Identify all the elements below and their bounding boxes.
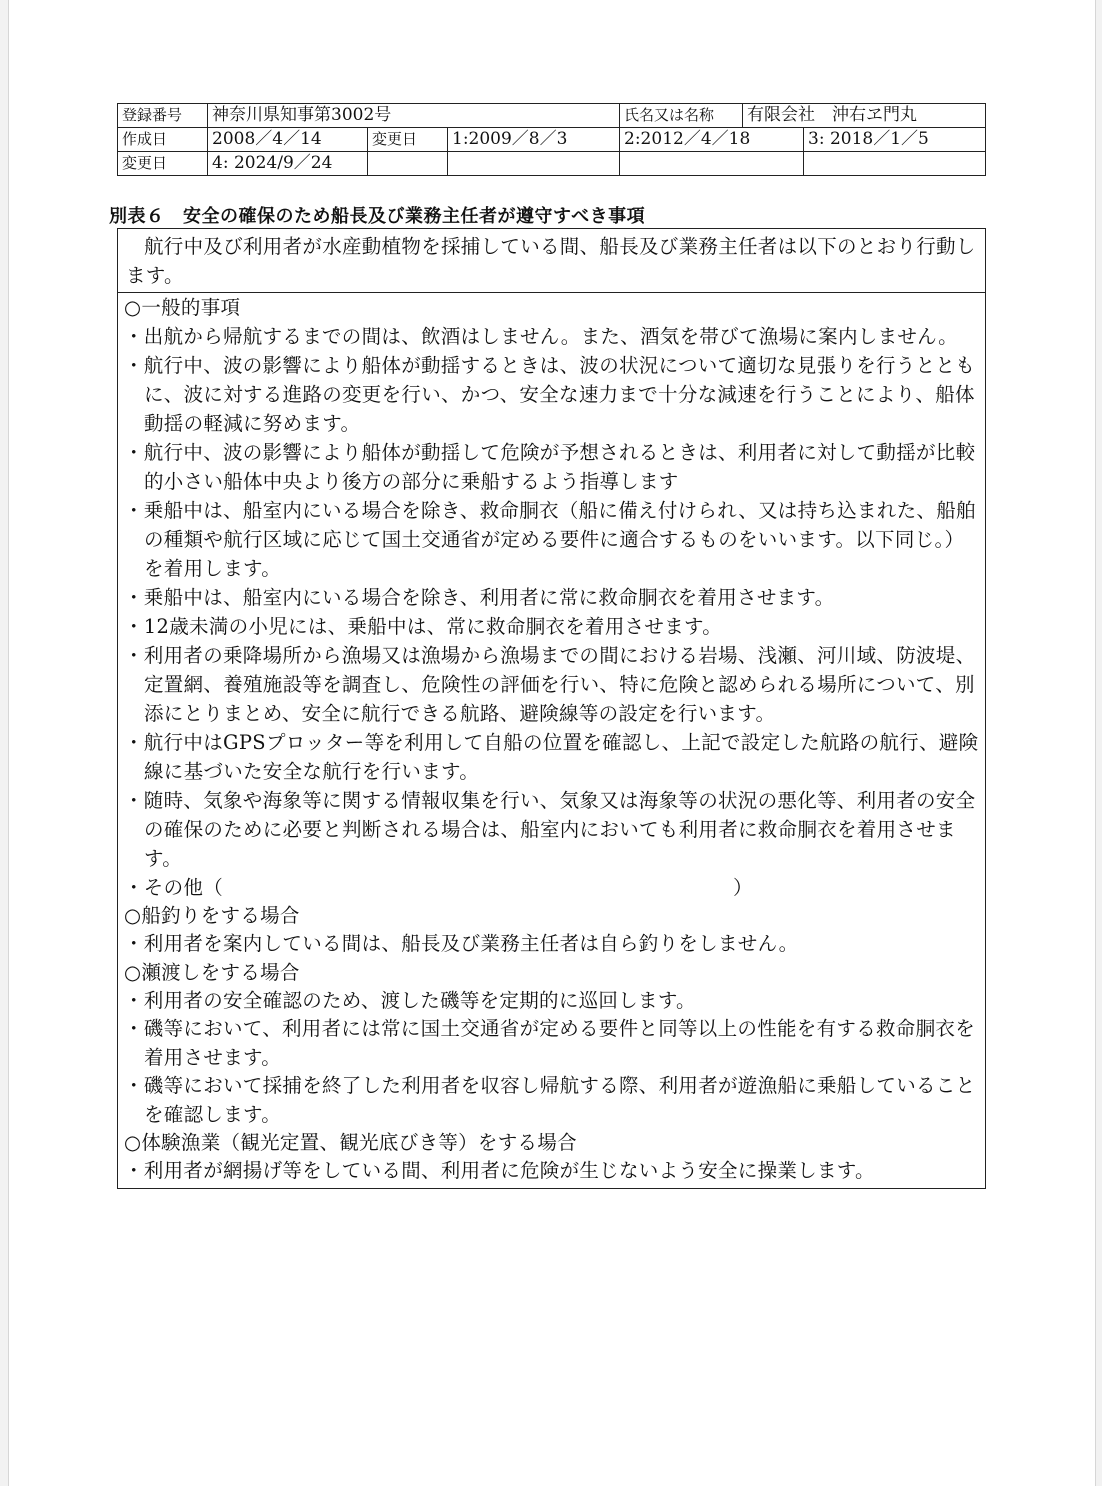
name-cell bbox=[620, 104, 986, 128]
list-item: ・磯等において、利用者には常に国土交通省が定める要件と同等以上の性能を有する救命胴衣を着用させます。 bbox=[124, 1017, 976, 1069]
change-date-3: 3: 2018／1／5 bbox=[804, 128, 986, 152]
registration-number-label: 登録番号 bbox=[118, 104, 208, 128]
boat-fishing-heading: ○船釣りをする場合 bbox=[124, 904, 300, 927]
empty-cell bbox=[368, 152, 448, 176]
list-item: ・出航から帰航するまでの間は、飲酒はしません。また、酒気を帯びて漁場に案内しません。 bbox=[124, 325, 958, 348]
name-label: 氏名又は名称 bbox=[620, 104, 743, 127]
header-row bbox=[118, 152, 986, 176]
change-date-label-2: 変更日 bbox=[118, 152, 208, 176]
registration-header-table bbox=[117, 103, 986, 176]
list-item: ・随時、気象や海象等に関する情報収集を行い、気象又は海象等の状況の悪化等、利用者の安全の確保のために必要と判断される場合は、船室内においても利用者に救命胴衣を着用させます。 bbox=[124, 789, 976, 870]
list-item: ・航行中はGPSプロッター等を利用して自船の位置を確認し、上記で設定した航路の航行、避険線に基づいた安全な航行を行います。 bbox=[124, 731, 979, 783]
intro-paragraph: 航行中及び利用者が水産動植物を採捕している間、船長及び業務主任者は以下のとおり行動します。 bbox=[118, 229, 985, 293]
header-row bbox=[118, 128, 986, 152]
list-item: ・利用者の安全確認のため、渡した磯等を定期的に巡回します。 bbox=[124, 988, 696, 1012]
empty-cell bbox=[620, 152, 804, 176]
other-open: ・その他（ bbox=[124, 876, 224, 899]
list-item: ・航行中、波の影響により船体が動揺して危険が予想されるときは、利用者に対して動揺が比較的小さい船体中央より後方の部分に乗船するよう指導します bbox=[124, 441, 976, 493]
change-date-4: 4: 2024/9／24 bbox=[208, 152, 368, 176]
other-item: ・その他（ ） bbox=[124, 876, 753, 899]
header-row bbox=[118, 104, 986, 128]
list-item: ・利用者が網揚げ等をしている間、利用者に危険が生じないよう安全に操業します。 bbox=[124, 1159, 875, 1182]
empty-cell bbox=[448, 152, 620, 176]
change-date-1: 1:2009／8／3 bbox=[448, 128, 620, 152]
rules-box bbox=[117, 228, 986, 1189]
list-item: ・航行中、波の影響により船体が動揺するときは、波の状況について適切な見張りを行うとともに、波に対する進路の変更を行い、かつ、安全な速力まで十分な減速を行うことにより、船体動揺の軽減に努めます。 bbox=[124, 354, 976, 435]
change-date-2: 2:2012／4／18 bbox=[620, 128, 804, 152]
rules-content bbox=[118, 293, 985, 1188]
list-item: ・磯等において採捕を終了した利用者を収容し帰航する際、利用者が遊漁船に乗船していることを確認します。 bbox=[124, 1074, 976, 1126]
document-page bbox=[8, 0, 1096, 1486]
rock-ferry-heading: ○瀬渡しをする場合 bbox=[124, 960, 300, 984]
general-heading: ○一般的事項 bbox=[124, 296, 241, 319]
empty-cell bbox=[804, 152, 986, 176]
list-item: ・乗船中は、船室内にいる場合を除き、利用者に常に救命胴衣を着用させます。 bbox=[124, 586, 835, 609]
experience-heading: ○体験漁業（観光定置、観光底びき等）をする場合 bbox=[124, 1131, 577, 1154]
created-date-value: 2008／4／14 bbox=[208, 128, 368, 152]
list-item: ・利用者を案内している間は、船長及び業務主任者は自ら釣りをしません。 bbox=[124, 932, 799, 955]
registration-number-value: 神奈川県知事第3002号 bbox=[208, 104, 620, 128]
list-item: ・12歳未満の小児には、乗船中は、常に救命胴衣を着用させます。 bbox=[124, 615, 723, 638]
section-title: 別表６ 安全の確保のため船長及び業務主任者が遵守すべき事項 bbox=[109, 206, 646, 227]
list-item: ・利用者の乗降場所から漁場又は漁場から漁場までの間における岩場、浅瀬、河川域、防波堤、定置網、養殖施設等を調査し、危険性の評価を行い、特に危険と認められる場所について、別添にとりまとめ、安全に航行できる航路、避険線等の設定を行います。 bbox=[124, 644, 976, 725]
name-value: 有限会社 沖右ヱ門丸 bbox=[747, 105, 918, 125]
created-date-label: 作成日 bbox=[118, 128, 208, 152]
list-item: ・乗船中は、船室内にいる場合を除き、救命胴衣（船に備え付けられ、又は持ち込まれた、船舶の種類や航行区域に応じて国土交通省が定める要件に適合するものをいいます。以下同じ。）を着用します。 bbox=[124, 499, 976, 580]
change-date-label: 変更日 bbox=[368, 128, 448, 152]
